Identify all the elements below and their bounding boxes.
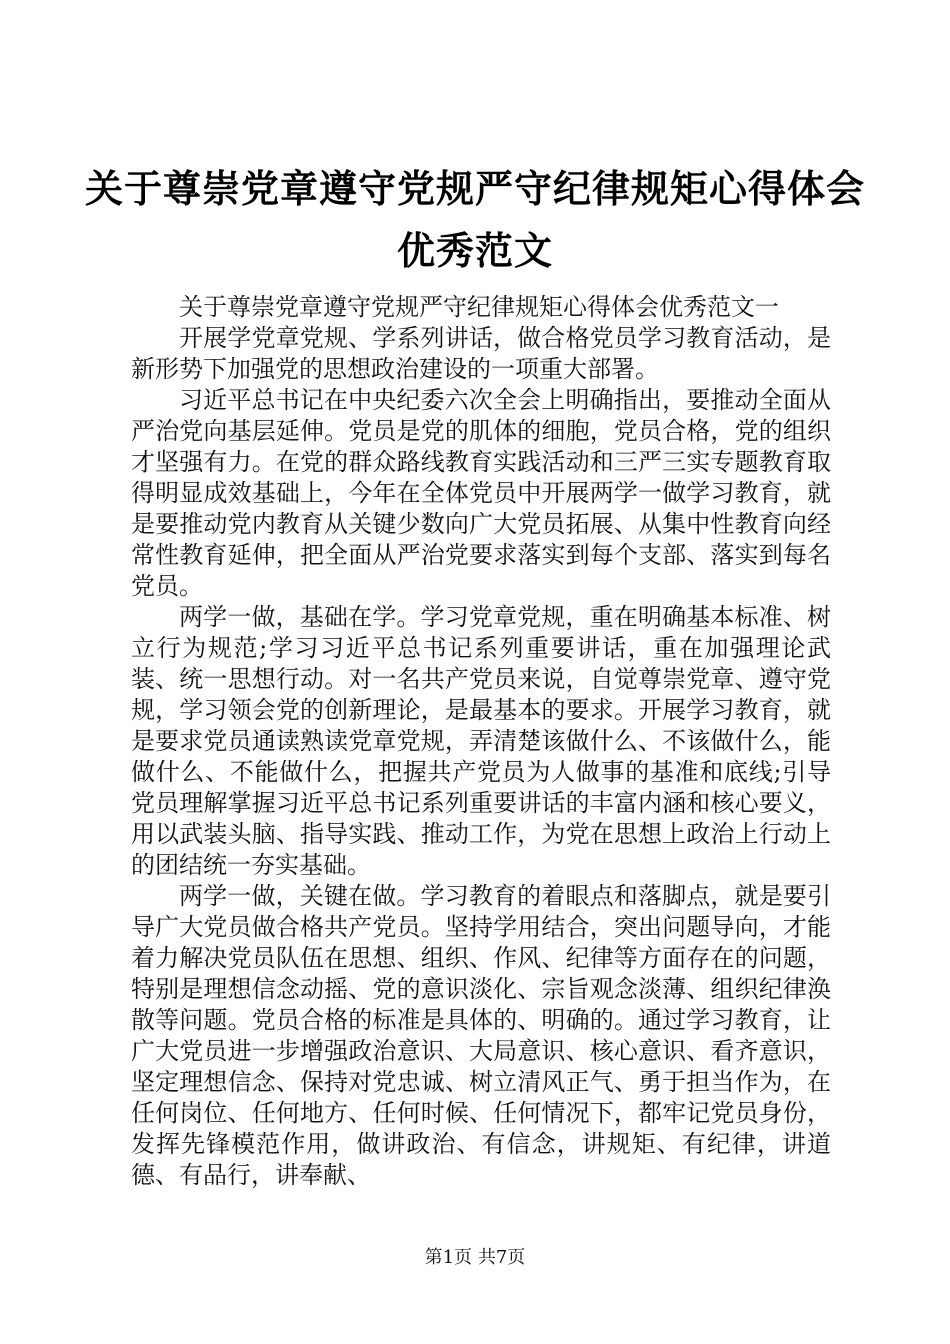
paragraph: 两学一做，基础在学。学习党章党规，重在明确基本标准、树立行为规范;学习习近平总书记系列重要讲话，重在加强理论武装、统一思想行动。对一名共产党员来说，自觉尊崇党章、遵守党规，学习领会党的创新理论，是最基本的要求。开展学习教育，就是要求党员通读熟读党章党规，弄清楚该做什么、不该做什么，能做什么、不能做什么，把握共产党员为人做事的基准和底线;引导党员理解掌握习近平总书记系列重要讲话的丰富内涵和核心要义，用以武装头脑、指导实践、推动工作，为党在思想上政治上行动上的团结统一夯实基础。 [131,603,831,879]
paragraph: 开展学党章党规、学系列讲话，做合格党员学习教育活动，是新形势下加强党的思想政治建设的一项重大部署。 [131,324,831,383]
paragraph: 关于尊崇党章遵守党规严守纪律规矩心得体会优秀范文一 [179,293,779,321]
document-body [131,292,831,1191]
page-footer: 第1页 共7页 [424,1247,526,1268]
title-line-2: 优秀范文 [396,228,553,273]
document-title [0,158,950,282]
paragraph: 习近平总书记在中央纪委六次全会上明确指出，要推动全面从严治党向基层延伸。党员是党的肌体的细胞，党员合格，党的组织才坚强有力。在党的群众路线教育实践活动和三严三实专题教育取得明显成效基础上，今年在全体党员中开展两学一做学习教育，就是要推动党内教育从关键少数向广大党员拓展、从集中性教育向经常性教育延伸，把全面从严治党要求落实到每个支部、落实到每名党员。 [131,386,831,600]
paragraph: 两学一做，关键在做。学习教育的着眼点和落脚点，就是要引导广大党员做合格共产党员。坚持学用结合，突出问题导向，才能着力解决党员队伍在思想、组织、作风、纪律等方面存在的问题，特别是理想信念动摇、党的意识淡化、宗旨观念淡薄、组织纪律涣散等问题。党员合格的标准是具体的、明确的。通过学习教育，让广大党员进一步增强政治意识、大局意识、核心意识、看齐意识，坚定理想信念、保持对党忠诚、树立清风正气、勇于担当作为，在任何岗位、任何地方、任何时候、任何情况下，都牢记党员身份，发挥先锋模范作用，做讲政治、有信念，讲规矩、有纪律，讲道德、有品行，讲奉献、 [131,882,831,1189]
title-line-1: 关于尊崇党章遵守党规严守纪律规矩心得体会 [84,166,865,211]
